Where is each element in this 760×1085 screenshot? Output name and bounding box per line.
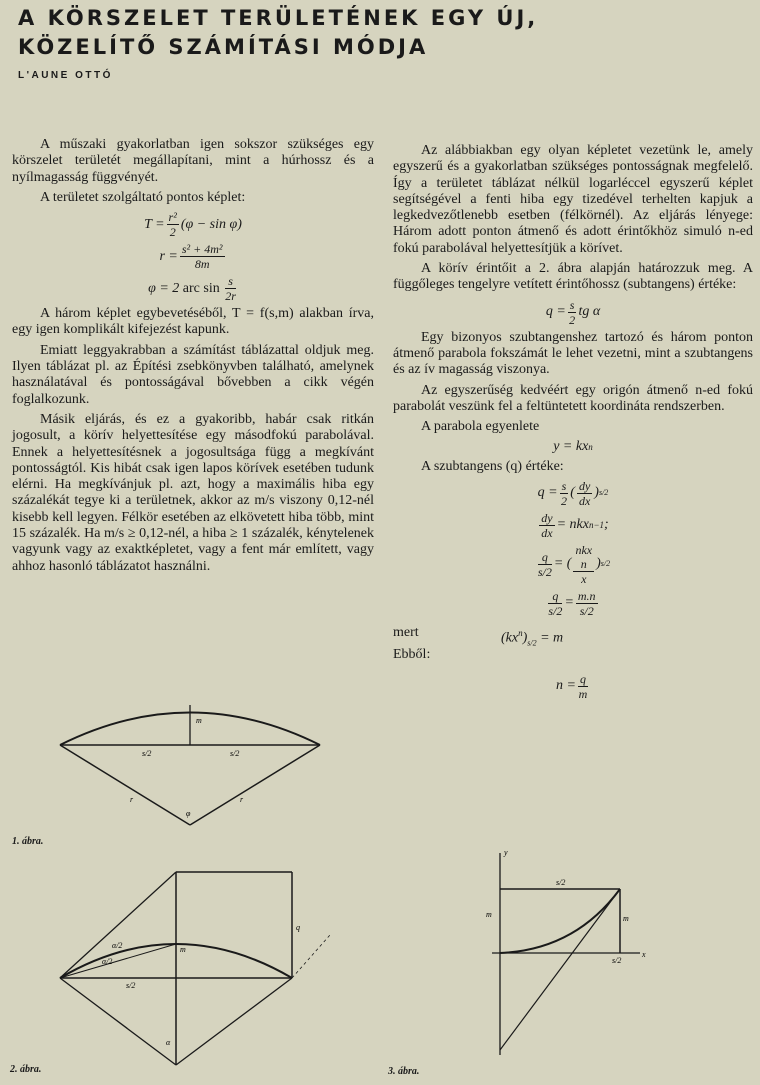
fig3-label-y: y [504,848,508,857]
author: L'AUNE OTTÓ [18,70,113,81]
fig1-label-m: m [196,716,202,725]
fig2-label-alpha-half-1: α/2 [112,941,123,950]
figure-3-caption: 3. ábra. [388,1066,420,1077]
right-paragraph-3: Egy bizonyos szubtangenshez tartozó és három ponton átmenő parabola fokszámát le lehet vezetni, mint a szubtangens és az ív magasság viszonya. [393,329,753,378]
fig2-label-s-half: s/2 [126,981,136,990]
formula-angle: φ = 2 arc sin $\frac{s}{2r}$ [148,274,236,304]
figure-3 [480,845,670,1065]
title-line-2: KÖZELÍTŐ SZÁMÍTÁSI MÓDJA [18,35,429,59]
formula-q-over-s: $\frac{q}{s/2}$ = ( nkx n x ) s/2 [537,543,611,587]
formula-q-mn: $\frac{q}{s/2}$ = $\frac{m.n}{s/2}$ [548,589,596,619]
right-paragraph-6: A szubtangens (q) értéke: [421,458,564,474]
mert-row [393,621,753,647]
formula-kxn: $(kx^n)_{s/2} = m$ [501,628,564,648]
article-title [18,4,738,62]
ebbol-word: Ebből: [393,647,431,663]
formula-area: T = $\frac{\text{r²}}{2}$ (φ − sin φ) [144,210,242,240]
figure-1 [50,690,340,840]
right-paragraph-1: Az alábbiakban egy olyan képletet vezetünk le, amely egyszerű és a gyakorlatban szükséges pontosságnak megfelelő. Így a területet táblázat nélkül logarléccel egyszerű képlet segítségével a fenti hiba egy tizedével terhelten kapjuk a legkedvezőtlenebb esetben (félkörnél). Az eljárás lényege: Három adott ponton átmenő és adott érintőkhöz simuló n-ed fokú parabolával helyettesítjük a körívet. [393,143,753,256]
fig2-label-q: q [296,923,300,932]
figure-2 [40,860,340,1075]
title-line-1: A KÖRSZELET TERÜLETÉNEK EGY ÚJ, [18,6,539,30]
left-paragraph-3: A három képlet egybevetéséből, T = f(s,m) alakban írva, egy igen komplikált kifejezést kapunk. [12,306,374,338]
right-paragraph-5: A parabola egyenlete [421,419,540,435]
formula-dydx: $\frac{dy}{dx}$ = nkx n−1 ; [541,511,609,541]
figure-1-caption: 1. ábra. [12,836,44,847]
fig1-label-s-half-left: s/2 [142,749,152,758]
fig3-label-s-half-top: s/2 [556,878,566,887]
fig3-label-x: x [642,950,646,959]
right-column [393,143,753,704]
fig1-label-phi: φ [186,809,191,818]
right-paragraph-2: A körív érintőit a 2. ábra alapján határozzuk meg. A függőleges tengelyre vetített érintőhossz (subtangens) értéke: [393,261,753,293]
formula-subtangent: q = $\frac{s}{2}$ tg α [545,297,601,327]
left-paragraph-5: Másik eljárás, és ez a gyakoribb, habár csak ritkán jogosult, a körív helyettesítése egy másodfokú parabolával. Ennek a helyettesítésnek a jogosultsága függ a megkívánt pontosságtól. Kis hibát csak igen lapos körívek esetében tudunk elérni. Ha megkívánjuk pl. azt, hogy a maximális hiba egy százalékát tegye ki a területnek, akkor az m/s viszony 0,12-nél kisebb kell legyen. Félkör esetében az elkövetett hiba több, mint 15 százalék. Ha m/s ≥ 0,12-nél, a hiba ≥ 1 százalék, kénytelenek vagyunk vagy az exaktképletet, vagy a fent már említett, vagy ahhoz hasonló táblázatot használni. [12,411,374,574]
fig2-label-m: m [180,945,186,954]
fig1-label-r-left: r [130,795,134,804]
fig1-label-s-half-right: s/2 [230,749,240,758]
left-paragraph-2: A területet szolgáltató pontos képlet: [40,189,246,205]
formula-q-derivative: q = $\frac{s}{2}$ ( $\frac{dy}{dx}$ ) s/2 [537,479,609,509]
fig1-label-r-right: r [240,795,244,804]
right-paragraph-4: Az egyszerűség kedvéért egy origón átmenő n-ed fokú parabolát veszünk fel a feltüntetett koordináta rendszerben. [393,382,753,414]
ebbol-row [393,647,753,669]
fig3-label-m-left: m [486,910,492,919]
figure-2-caption: 2. ábra. [10,1064,42,1075]
fig3-label-s-half-axis: s/2 [612,956,622,965]
left-paragraph-4: Emiatt leggyakrabban a számítást táblázattal oldjuk meg. Ilyen táblázat pl. az Építési zsebkönyvben található, amelynek használatával és pontosságával bővebben a cikk végén foglalkozunk. [12,342,374,407]
fig3-label-m-right: m [623,914,629,923]
fig2-label-alpha: α [166,1038,171,1047]
fig2-label-alpha-half-2: α/2 [102,957,113,966]
formula-parabola: y = kx n [553,439,593,455]
formula-n: n = $\frac{q}{m}$ [556,672,588,702]
left-paragraph-1: A műszaki gyakorlatban igen sokszor szükséges egy körszelet területét megállapítani, mint a húrhossz és a nyílmagasság függvényét. [12,137,374,185]
mert-word: mert [393,625,419,641]
formula-radius: r = $\frac{\text{s² + 4m²}}{8m}$ [159,242,223,272]
left-column [12,137,374,579]
